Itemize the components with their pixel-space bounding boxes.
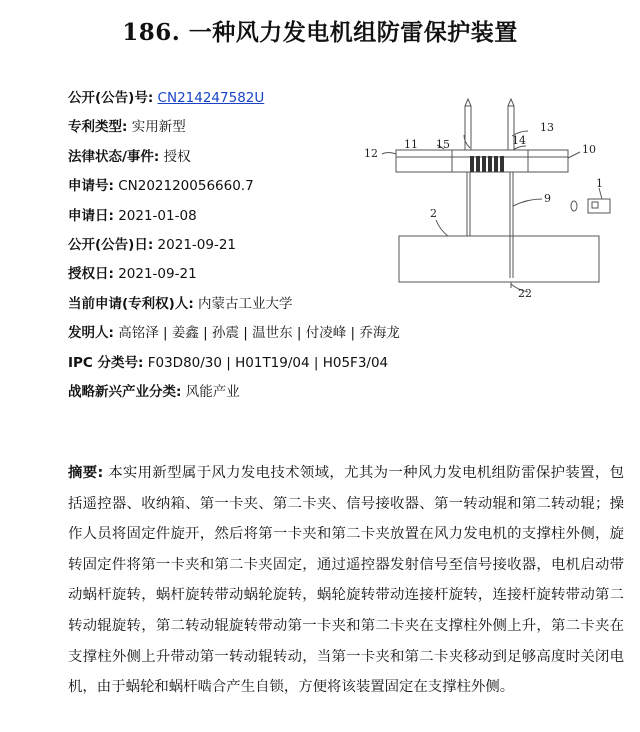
field-pub-date [68, 231, 368, 260]
field-label: 战略新兴产业分类: [68, 383, 182, 400]
patent-drawing [352, 96, 622, 306]
field-value: 2021-01-08 [118, 207, 197, 224]
drawing-label: 12 [364, 147, 378, 160]
field-value: 内蒙古工业大学 [198, 295, 293, 312]
drawing-label: 14 [512, 134, 526, 147]
field-label: 当前申请(专利权)人: [68, 295, 194, 312]
field-label: 授权日: [68, 266, 114, 283]
field-value: 授权 [163, 148, 191, 165]
abstract-label: 摘要: [68, 465, 104, 481]
field-label: 申请号: [68, 178, 114, 195]
abstract [68, 458, 624, 703]
field-value: 2021-09-21 [118, 266, 197, 283]
patent-number-link[interactable]: CN214247582U [157, 90, 265, 106]
field-value: 实用新型 [131, 119, 186, 136]
field-industry [68, 378, 368, 407]
field-type [68, 113, 368, 142]
field-value: 高铭泽 | 姜鑫 | 孙震 | 温世东 | 付凌峰 | 乔海龙 [118, 325, 400, 342]
drawing-label: 2 [430, 207, 437, 220]
drawing-remote [588, 199, 610, 213]
field-value: 2021-09-21 [157, 236, 237, 253]
field-label: 公开(公告)号: [68, 90, 154, 106]
field-pub-no [68, 84, 368, 113]
field-status [68, 143, 368, 172]
drawing-label: 22 [518, 287, 532, 300]
field-value: CN202120056660.7 [118, 178, 254, 195]
field-grant-date [68, 260, 368, 289]
patent-info-list [68, 84, 400, 407]
drawing-base [399, 236, 599, 282]
field-label: 专利类型: [68, 119, 128, 136]
field-applicant [68, 290, 368, 319]
drawing-label: 9 [544, 192, 551, 205]
field-app-no [68, 172, 368, 201]
field-value: F03D80/30 | H01T19/04 | H05F3/04 [147, 354, 389, 371]
drawing-label: 1 [596, 177, 603, 190]
field-label: 法律状态/事件: [68, 148, 160, 165]
field-label: IPC 分类号: [68, 354, 144, 371]
field-label: 申请日: [68, 207, 114, 224]
drawing-label: 15 [436, 138, 450, 151]
field-app-date [68, 202, 368, 231]
abstract-text: 本实用新型属于风力发电技术领域，尤其为一种风力发电机组防雷保护装置，包括遥控器、收纳箱、第一卡夹、第二卡夹、信号接收器、第一转动辊和第二转动辊；操作人员将固定件旋开，然后将第一卡夹和第二卡夹放置在风力发电机的支撑柱外侧，旋转固定件将第一卡夹和第二卡夹固定，通过遥控器发射信号至信号接收器，电机启动带动蜗杆旋转，蜗杆旋转带动蜗轮旋转，蜗轮旋转带动连接杆旋转，连接杆旋转带动第二转动辊旋转，第二转动辊旋转带动第一卡夹和第二卡夹在支撑柱外侧上升，第二卡夹在支撑柱外侧上升带动第一转动辊转动，当第一卡夹和第二卡夹移动到足够高度时关闭电机，由于蜗轮和蜗杆啮合产生自锁，方便将该装置固定在支撑柱外侧。 [68, 465, 624, 696]
field-label: 公开(公告)日: [68, 236, 154, 253]
drawing-label: 13 [540, 121, 554, 134]
field-inventors [68, 319, 400, 348]
field-label: 发明人: [68, 325, 114, 342]
drawing-label: 11 [404, 138, 418, 151]
page-title: 186. 一种风力发电机组防雷保护装置 [122, 19, 518, 46]
field-ipc [68, 349, 389, 378]
field-value: 风能产业 [185, 383, 240, 400]
drawing-label: 10 [582, 143, 596, 156]
